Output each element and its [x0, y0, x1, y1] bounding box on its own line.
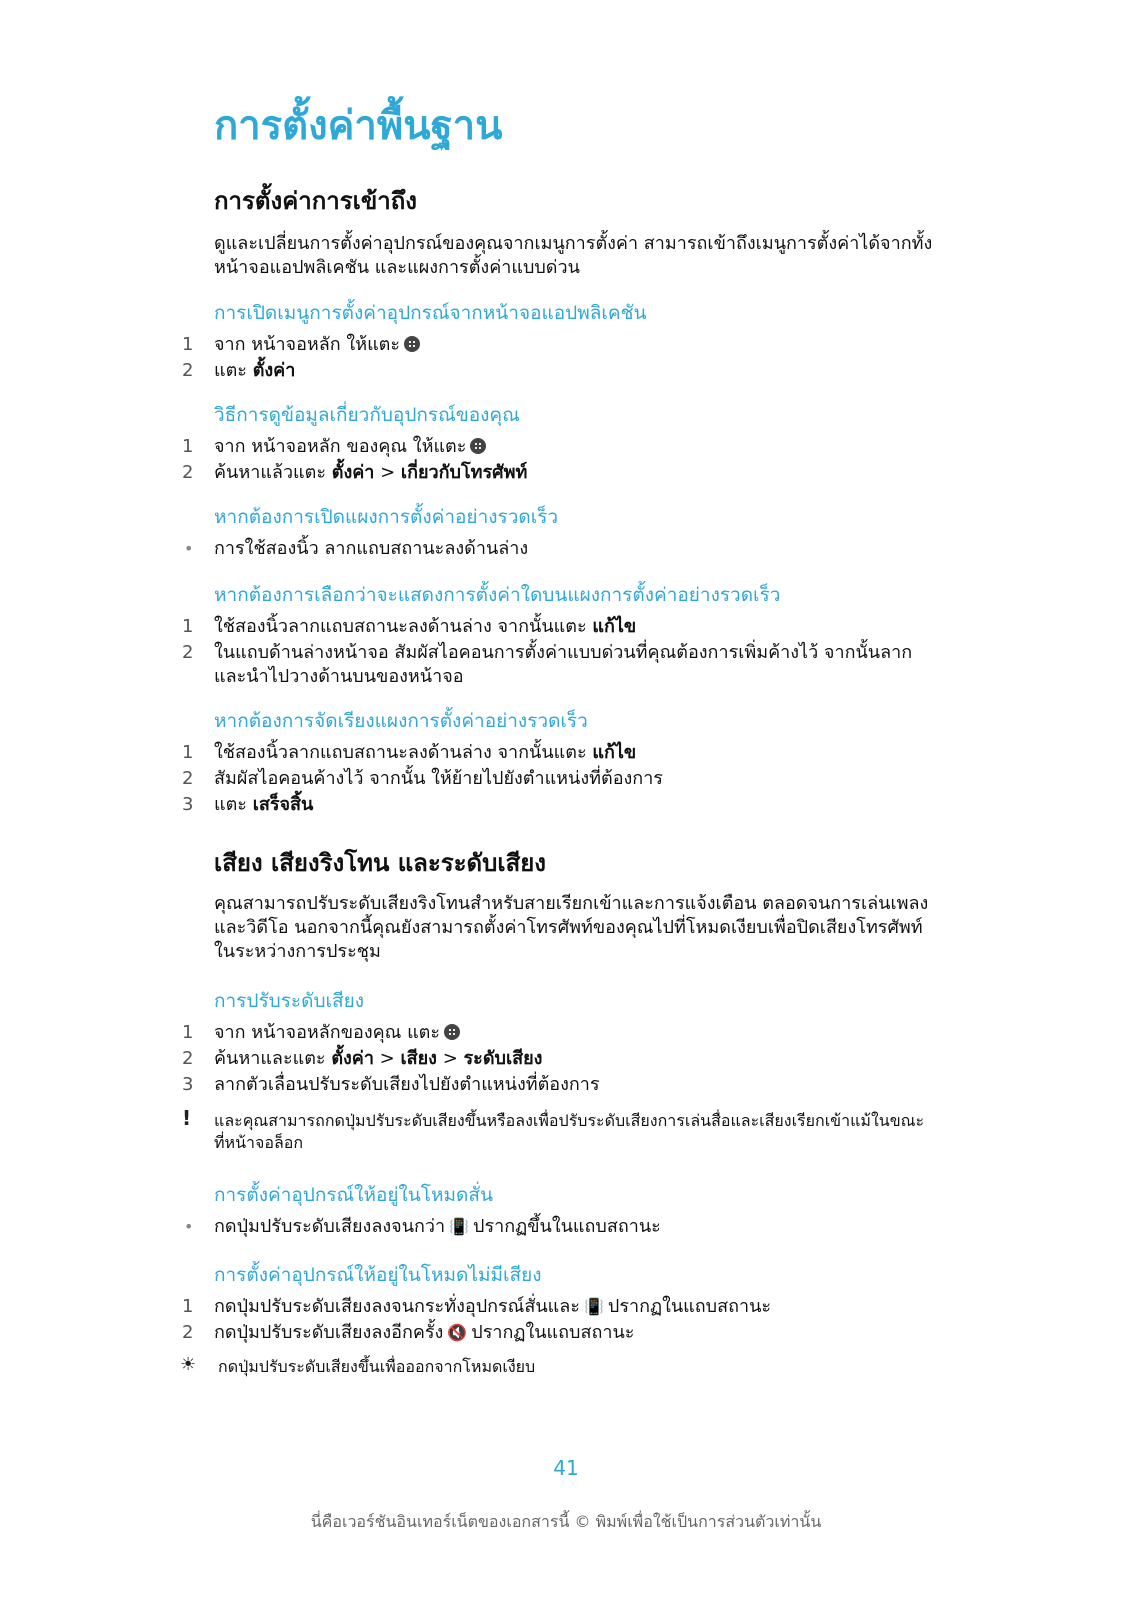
step-row [0, 460, 1132, 486]
bullet-dot: • [184, 539, 194, 558]
step-row [0, 640, 1132, 692]
step-row [0, 1320, 1132, 1346]
step-row [0, 766, 1132, 792]
tip-text: กดปุ่มปรับระดับเสียงขึ้นเพื่อออกจากโหมดเงียบ [218, 1357, 536, 1376]
footer-notice: นี่คือเวอร์ชันอินเทอร์เน็ตของเอกสารนี้ © พิมพ์เพื่อใช้เป็นการส่วนตัวเท่านั้น [310, 1512, 822, 1531]
step-number: 2 [182, 1322, 194, 1343]
subhead-quick-settings-choose: หากต้องการเลือกว่าจะแสดงการตั้งค่าใดบนแผงการตั้งค่าอย่างรวดเร็ว [214, 584, 781, 606]
step-bold: เกี่ยวกับโทรศัพท์ [400, 462, 528, 483]
step-text: ค้นหาและแตะ [214, 1048, 332, 1069]
step-text: จาก หน้าจอหลัก ของคุณ ให้แตะ [214, 436, 467, 457]
subhead-open-settings: การเปิดเมนูการตั้งค่าอุปกรณ์จากหน้าจอแอปพลิเคชัน [214, 302, 647, 324]
vibrate-icon: 📳 [583, 1297, 604, 1316]
step-number: 2 [182, 1048, 194, 1069]
step-row [0, 614, 1132, 640]
step-number: 3 [182, 1074, 194, 1095]
step-row [0, 740, 1132, 766]
step-row [0, 1072, 1132, 1098]
step-text: ปรากฏในแถบสถานะ [471, 1322, 635, 1343]
chapter-title: การตั้งค่าพื้นฐาน [214, 103, 503, 149]
step-number: 1 [182, 436, 194, 457]
step-text: จาก หน้าจอหลักของคุณ แตะ [214, 1022, 441, 1043]
step-number: 1 [182, 742, 194, 763]
step-bold: แก้ไข [592, 742, 637, 763]
step-bold: เสร็จสิ้น [252, 794, 314, 815]
step-text: แตะ [214, 794, 253, 815]
step-text: แตะ [214, 360, 253, 381]
step-text: กดปุ่มปรับระดับเสียงลงจนกระทั่งอุปกรณ์สั่นและ [214, 1296, 580, 1317]
vibrate-icon: 📳 [449, 1217, 470, 1236]
bullet-dot: • [184, 1217, 194, 1236]
step-text: สัมผัสไอคอนค้างไว้ จากนั้น ให้ย้ายไปยังตำแหน่งที่ต้องการ [214, 768, 663, 789]
lightbulb-icon: ☀ [180, 1354, 197, 1375]
step-bold: ตั้งค่า [331, 1048, 374, 1069]
subhead-adjust-volume: การปรับระดับเสียง [214, 990, 365, 1012]
step-row [0, 332, 1132, 358]
step-bold: แก้ไข [592, 616, 637, 637]
apps-icon [404, 336, 420, 352]
subhead-vibrate-mode: การตั้งค่าอุปกรณ์ให้อยู่ในโหมดสั่น [214, 1184, 493, 1206]
step-bold: ตั้งค่า [331, 462, 375, 483]
step-text: จาก หน้าจอหลัก ให้แตะ [214, 334, 401, 355]
step-bold: ระดับเสียง [463, 1048, 543, 1069]
step-text: ลากตัวเลื่อนปรับระดับเสียงไปยังตำแหน่งที่ต้องการ [214, 1074, 600, 1095]
section-title-sound: เสียง เสียงริงโทน และระดับเสียง [214, 849, 547, 877]
exclamation-icon: ! [182, 1106, 192, 1130]
note-text: และคุณสามารถกดปุ่มปรับระดับเสียงขึ้นหรือลงเพื่อปรับระดับเสียงการเล่นสื่อและเสียงเรียกเข้าแม้ในขณะที่หน้าจอล็อก [214, 1111, 925, 1152]
bullet-row [0, 536, 1132, 562]
mute-icon: 🔇 [447, 1323, 468, 1342]
step-bold: ตั้งค่า [252, 360, 296, 381]
step-text: ใช้สองนิ้วลากแถบสถานะลงด้านล่าง จากนั้นแตะ [214, 616, 593, 637]
step-text: ปรากฏในแถบสถานะ [607, 1296, 772, 1317]
step-number: 3 [182, 794, 194, 815]
step-number: 2 [182, 462, 194, 483]
step-number: 1 [182, 1022, 194, 1043]
step-separator: > [436, 1048, 464, 1069]
bullet-text: การใช้สองนิ้ว ลากแถบสถานะลงด้านล่าง [214, 538, 529, 559]
apps-icon [470, 438, 486, 454]
step-bold: เสียง [400, 1048, 437, 1069]
apps-icon [444, 1024, 460, 1040]
step-text: ใช้สองนิ้วลากแถบสถานะลงด้านล่าง จากนั้นแตะ [214, 742, 593, 763]
bullet-text: ปรากฏขึ้นในแถบสถานะ [473, 1216, 661, 1237]
step-number: 1 [182, 1296, 194, 1317]
step-row [0, 1046, 1132, 1072]
step-row [0, 792, 1132, 818]
step-number: 2 [182, 642, 194, 663]
step-row [0, 358, 1132, 384]
section-sound-paragraph: คุณสามารถปรับระดับเสียงริงโทนสำหรับสายเรียกเข้าและการแจ้งเตือน ตลอดจนการเล่นเพลงและวิดีโอ นอกจากนี้คุณยังสามารถตั้งค่าโทรศัพท์ของคุณไปที่โหมดเงียบเพื่อปิดเสียงโทรศัพท์ในระหว่างการประชุม [214, 893, 929, 962]
section-access-paragraph: ดูและเปลี่ยนการตั้งค่าอุปกรณ์ของคุณจากเมนูการตั้งค่า สามารถเข้าถึงเมนูการตั้งค่าได้จากทั้งหน้าจอแอปพลิเคชัน และแผงการตั้งค่าแบบด่วน [214, 233, 933, 278]
step-number: 1 [182, 616, 194, 637]
bullet-text: กดปุ่มปรับระดับเสียงลงจนกว่า [214, 1216, 446, 1237]
step-text: ในแถบด้านล่างหน้าจอ สัมผัสไอคอนการตั้งค่าแบบด่วนที่คุณต้องการเพิ่มค้างไว้ จากนั้นลากและนำไปวางด้านบนของหน้าจอ [214, 642, 913, 687]
section-title-access: การตั้งค่าการเข้าถึง [214, 187, 417, 215]
step-separator: > [373, 1048, 401, 1069]
subhead-silent-mode: การตั้งค่าอุปกรณ์ให้อยู่ในโหมดไม่มีเสียง [214, 1264, 542, 1286]
page-number: 41 [553, 1456, 579, 1480]
step-text: ค้นหาแล้วแตะ [214, 462, 332, 483]
subhead-quick-settings-arrange: หากต้องการจัดเรียงแผงการตั้งค่าอย่างรวดเร็ว [214, 710, 588, 732]
subhead-quick-settings-open: หากต้องการเปิดแผงการตั้งค่าอย่างรวดเร็ว [214, 506, 559, 528]
step-row [0, 1294, 1132, 1320]
step-row [0, 434, 1132, 460]
step-number: 2 [182, 360, 194, 381]
step-number: 2 [182, 768, 194, 789]
step-row [0, 1020, 1132, 1046]
step-text: กดปุ่มปรับระดับเสียงลงอีกครั้ง [214, 1322, 444, 1343]
bullet-row [0, 1214, 1132, 1240]
subhead-device-info: วิธีการดูข้อมูลเกี่ยวกับอุปกรณ์ของคุณ [214, 404, 520, 426]
step-number: 1 [182, 334, 194, 355]
step-separator: > [374, 462, 401, 483]
